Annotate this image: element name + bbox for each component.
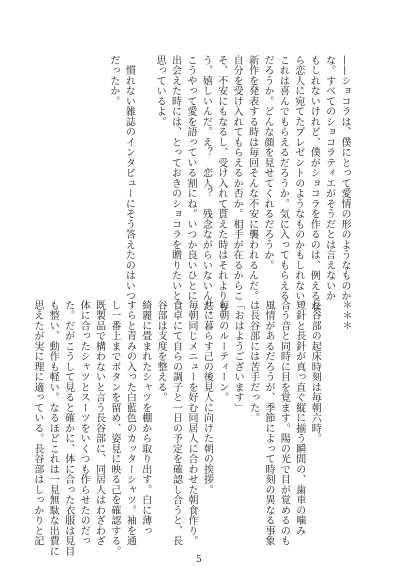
text-line: ら恋人に宛てたプレゼントのようなものかもしれない。 — [292, 55, 304, 312]
text-line: し一番上までボタンを留め、姿見に映る己を確認する。 — [108, 300, 120, 557]
text-line: だったか。 — [107, 55, 119, 107]
text-line: 短針と長針が真っ直ぐ縦に揃う瞬間の、歯車の噛み — [293, 300, 305, 536]
text-line: 風情があるだろうが、季節によって時刻の異なる事象 — [262, 300, 274, 546]
text-line: そ、不安にもなるし、受け入れて貰えた時はそれよりも — [215, 55, 227, 312]
text-line: 自分を受け入れてもらえるか否か。相手が在るからこ — [231, 55, 243, 301]
text-line: た。だがこうして見ると確かに、体に合った衣服は見目 — [62, 300, 74, 557]
blank-line — [322, 300, 337, 550]
text-line: 体に合ったシャツとスーツをいくつも作らせたのだっ — [78, 300, 90, 546]
text-line: 「おはようございます」 — [232, 300, 244, 413]
section-break: ＊＊＊ — [340, 300, 351, 331]
text-line: 新作を発表する時は毎回そんな不安に襲われるんだ。 — [246, 55, 258, 301]
text-line: 既製品で構わないと言う長谷部に、同居人はわざわざ — [93, 300, 105, 546]
page-number: 5 — [196, 555, 202, 565]
text-line: ——ショコラは、僕にとって愛情の形のようなものか — [339, 55, 350, 301]
text-line: これは喜んでもらえるだろうか。気に入ってもらえる — [277, 55, 289, 301]
text-line: 思っているよ。 — [154, 55, 166, 127]
text-line: 思えたが実に理に適っている。長谷部はしっかりと記 — [31, 300, 43, 546]
text-line: もしれないけれど、僕がショコラを作るのは、例えるな — [308, 55, 320, 312]
text-line: 長谷部の起床時刻は毎朝六時。 — [309, 300, 321, 444]
text-line: な。すべてのショコラティエがそうだとは言えないか — [323, 55, 335, 301]
text-line: 毎朝のルーティーン。 — [216, 300, 228, 403]
text-line: 共に暮らす己の後見人に向けた朝の挨拶。 — [201, 300, 213, 495]
text-line: 食卓にて自らの調子と一日の予定を確認し合うと、長 — [170, 300, 182, 546]
text-line: も整い、動作も軽い。なるほどこれは一見無駄な出費に — [47, 300, 59, 557]
text-line: すらと青みの入った白藍色のカッターシャツ。袖を通 — [124, 300, 136, 546]
blank-line — [136, 55, 151, 305]
text-line: は長谷部には苦手だった。 — [247, 300, 259, 423]
text-line: こうやって愛を語っている割にね。いつか良いひとに — [184, 55, 196, 301]
text-line: 谷部は支度を整える。 — [155, 300, 167, 403]
text-line: 合う音と同時に目を覚ます。陽の光で目が覚めるのも — [278, 300, 290, 546]
text-line: だろうか。どんな顔を見せてくれるだろうか。 — [261, 55, 273, 271]
body-text-bottom — [29, 300, 353, 557]
text-line: う、嬉しいんだ。え？ 恋人？ 残念ながらいないんだ。 — [200, 55, 212, 322]
body-text-top — [106, 55, 353, 322]
text-line: 毎朝同じメニューを好む同居人に合わせた朝食作り。 — [185, 300, 197, 546]
text-line: 出会えた時には、とっておきのショコラを贈りたいと — [169, 55, 181, 301]
text-line: 綺麗に畳まれたシャツを棚から取り出す。白に薄っ — [139, 300, 151, 536]
text-line: 慣れない雑誌のインタビューにそう答えたのはいつ — [123, 55, 135, 301]
